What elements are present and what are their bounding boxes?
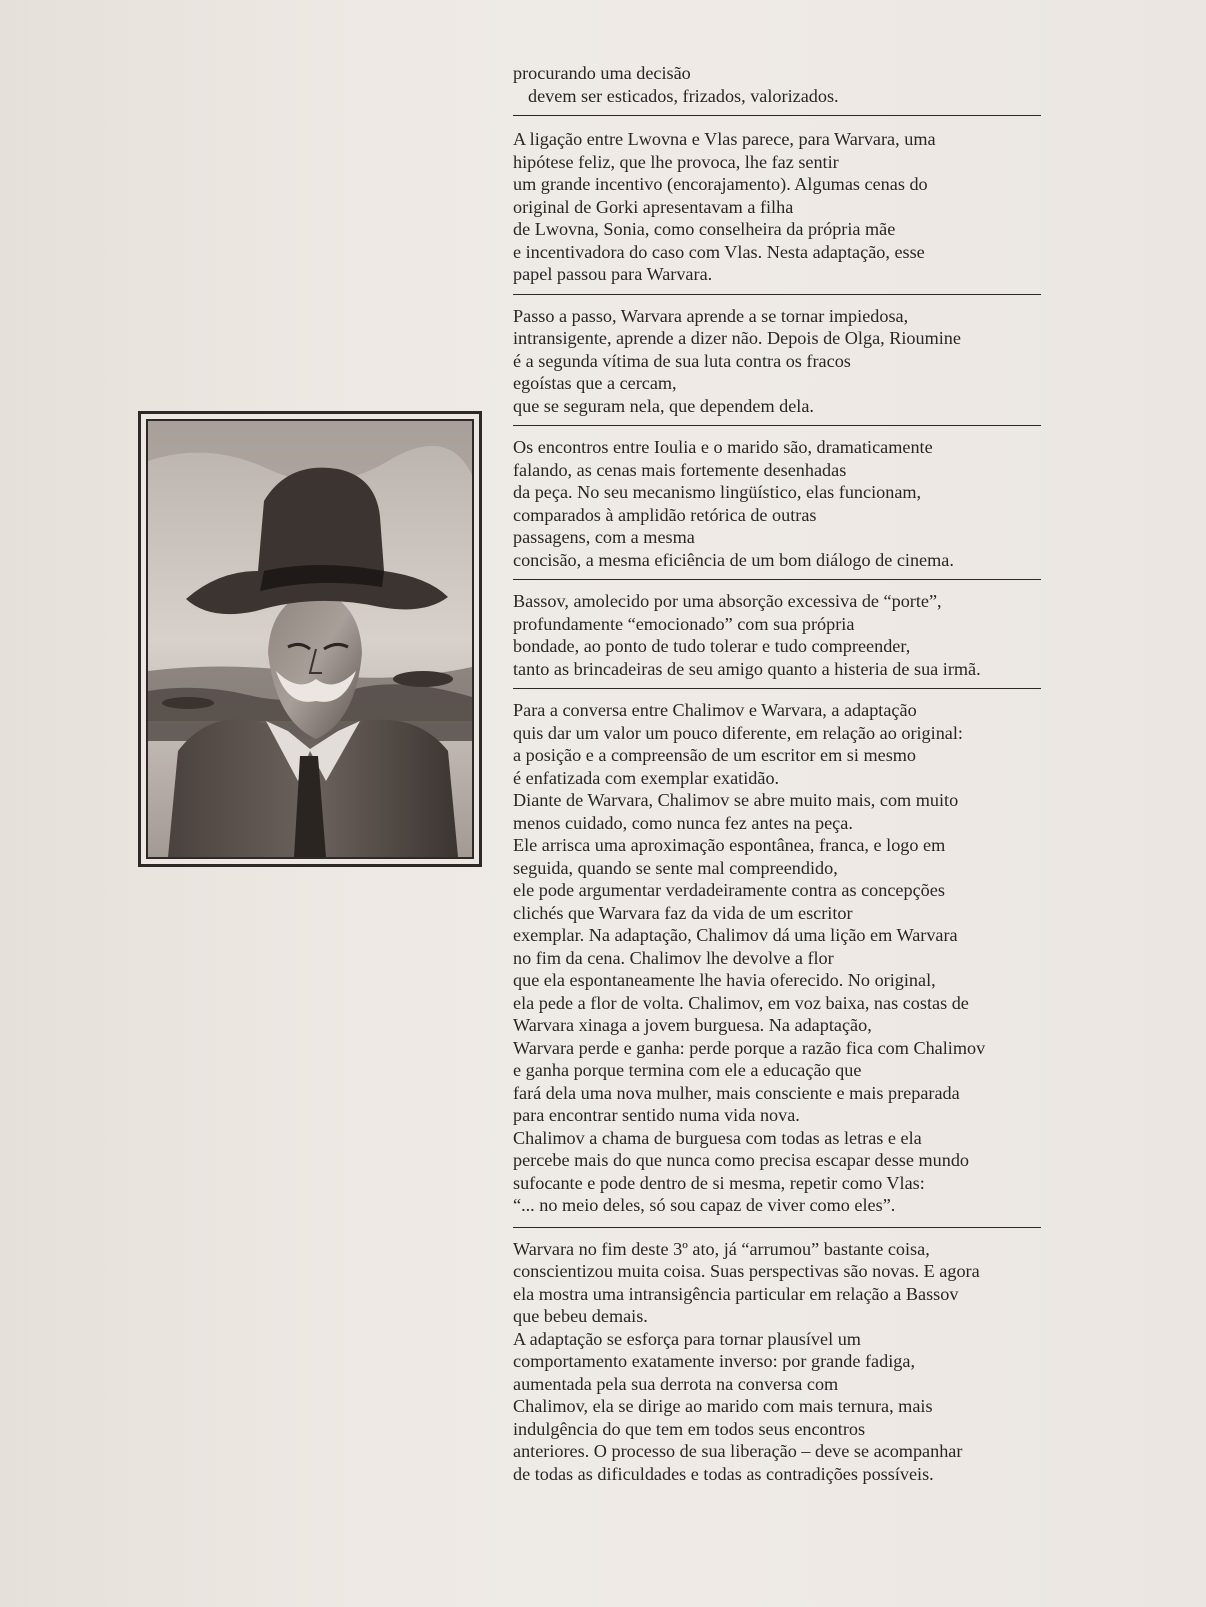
text-line: que bebeu demais. — [513, 1306, 648, 1326]
text-line: tanto as brincadeiras de seu amigo quanto a histeria de sua irmã. — [513, 658, 981, 679]
section-divider — [513, 1227, 1041, 1228]
text-line: no fim da cena. Chalimov lhe devolve a flor — [513, 947, 834, 968]
text-line: procurando uma decisão — [513, 63, 691, 83]
paragraph-3 — [513, 305, 1041, 418]
text-line: menos cuidado, como nunca fez antes na peça. — [513, 812, 853, 833]
text-line: Chalimov a chama de burguesa com todas as letras e ela — [513, 1127, 922, 1148]
text-line: Diante de Warvara, Chalimov se abre muito mais, com muito — [513, 790, 959, 810]
text-line: de Lwovna, Sonia, como conselheira da própria mãe — [513, 219, 896, 239]
portrait-illustration — [146, 419, 474, 859]
text-line: Warvara perde e ganha: perde porque a razão fica com Chalimov — [513, 1037, 986, 1058]
text-line: concisão, a mesma eficiência de um bom diálogo de cinema. — [513, 549, 954, 570]
paragraph-4 — [513, 436, 1041, 571]
portrait-frame — [138, 411, 482, 867]
paragraph-5 — [513, 590, 1041, 680]
text-line: egoístas que a cercam, — [513, 373, 677, 393]
text-line: para encontrar sentido numa vida nova. — [513, 1105, 800, 1125]
text-line: seguida, quando se sente mal compreendido, — [513, 857, 838, 878]
text-line: ela mostra uma intransigência particular em relação a Bassov — [513, 1283, 959, 1304]
text-line: intransigente, aprende a dizer não. Depois de Olga, Rioumine — [513, 328, 961, 348]
text-line: é enfatizada com exemplar exatidão. — [513, 767, 780, 788]
text-line: é a segunda vítima de sua luta contra os fracos — [513, 350, 851, 371]
text-line: quis dar um valor um pouco diferente, em relação ao original: — [513, 722, 963, 743]
text-line: Ele arrisca uma aproximação espontânea, franca, e logo em — [513, 835, 946, 855]
text-line: Warvara xinaga a jovem burguesa. Na adaptação, — [513, 1015, 872, 1035]
text-line: Bassov, amolecido por uma absorção excessiva de “porte”, — [513, 591, 942, 611]
section-divider — [513, 115, 1041, 116]
paragraph-6 — [513, 699, 1041, 1217]
text-line: A adaptação se esforça para tornar plausível um — [513, 1328, 861, 1349]
text-line: sufocante e pode dentro de si mesma, repetir como Vlas: — [513, 1172, 925, 1193]
article-text-column — [513, 62, 1041, 1485]
text-line: clichés que Warvara faz da vida de um escritor — [513, 902, 853, 923]
text-line: que se seguram nela, que dependem dela. — [513, 395, 814, 416]
text-line: um grande incentivo (encorajamento). Algumas cenas do — [513, 174, 928, 194]
section-divider — [513, 294, 1041, 295]
text-line: e incentivadora do caso com Vlas. Nesta adaptação, esse — [513, 241, 925, 262]
text-line: ela pede a flor de volta. Chalimov, em voz baixa, nas costas de — [513, 992, 969, 1013]
text-line: percebe mais do que nunca como precisa escapar desse mundo — [513, 1150, 970, 1170]
section-divider — [513, 688, 1041, 689]
section-divider — [513, 579, 1041, 580]
text-line: anteriores. O processo de sua liberação – deve se acompanhar — [513, 1441, 963, 1461]
text-line: ele pode argumentar verdadeiramente contra as concepções — [513, 880, 945, 900]
portrait-drawing — [148, 421, 472, 857]
text-line: falando, as cenas mais fortemente desenhadas — [513, 459, 847, 480]
text-line: passagens, com a mesma — [513, 527, 695, 547]
text-line: Warvara no fim deste 3º ato, já “arrumou” bastante coisa, — [513, 1238, 930, 1259]
paragraph-1 — [513, 62, 1041, 107]
text-line: profundamente “emocionado” com sua própria — [513, 613, 855, 634]
text-line: devem ser esticados, frizados, valorizados. — [528, 85, 839, 106]
paragraph-2 — [513, 128, 1041, 286]
text-line: hipótese feliz, que lhe provoca, lhe faz sentir — [513, 151, 839, 172]
text-line: da peça. No seu mecanismo lingüístico, elas funcionam, — [513, 482, 922, 502]
text-line: Chalimov, ela se dirige ao marido com mais ternura, mais — [513, 1396, 933, 1416]
text-line: original de Gorki apresentavam a filha — [513, 196, 794, 217]
section-divider — [513, 425, 1041, 426]
text-line: aumentada pela sua derrota na conversa com — [513, 1373, 839, 1394]
text-line: conscientizou muita coisa. Suas perspectivas são novas. E agora — [513, 1261, 980, 1281]
text-line: Os encontros entre Ioulia e o marido são, dramaticamente — [513, 437, 933, 457]
paragraph-7 — [513, 1238, 1041, 1486]
text-line: Para a conversa entre Chalimov e Warvara, a adaptação — [513, 700, 917, 720]
text-line: Passo a passo, Warvara aprende a se tornar impiedosa, — [513, 305, 909, 326]
text-line: e ganha porque termina com ele a educação que — [513, 1060, 862, 1080]
text-line: indulgência do que tem em todos seus encontros — [513, 1418, 866, 1439]
text-line: de todas as dificuldades e todas as contradições possíveis. — [513, 1463, 934, 1484]
text-line: bondade, ao ponto de tudo tolerar e tudo compreender, — [513, 636, 911, 656]
text-line: que ela espontaneamente lhe havia oferecido. No original, — [513, 970, 936, 990]
text-line: “... no meio deles, só sou capaz de viver como eles”. — [513, 1195, 896, 1215]
text-line: fará dela uma nova mulher, mais consciente e mais preparada — [513, 1082, 960, 1103]
text-line: A ligação entre Lwovna e Vlas parece, para Warvara, uma — [513, 129, 936, 149]
text-line: comportamento exatamente inverso: por grande fadiga, — [513, 1351, 915, 1371]
text-line: a posição e a compreensão de um escritor em si mesmo — [513, 745, 917, 765]
text-line: exemplar. Na adaptação, Chalimov dá uma lição em Warvara — [513, 925, 958, 945]
text-line: papel passou para Warvara. — [513, 264, 713, 284]
text-line: comparados à amplidão retórica de outras — [513, 504, 817, 525]
